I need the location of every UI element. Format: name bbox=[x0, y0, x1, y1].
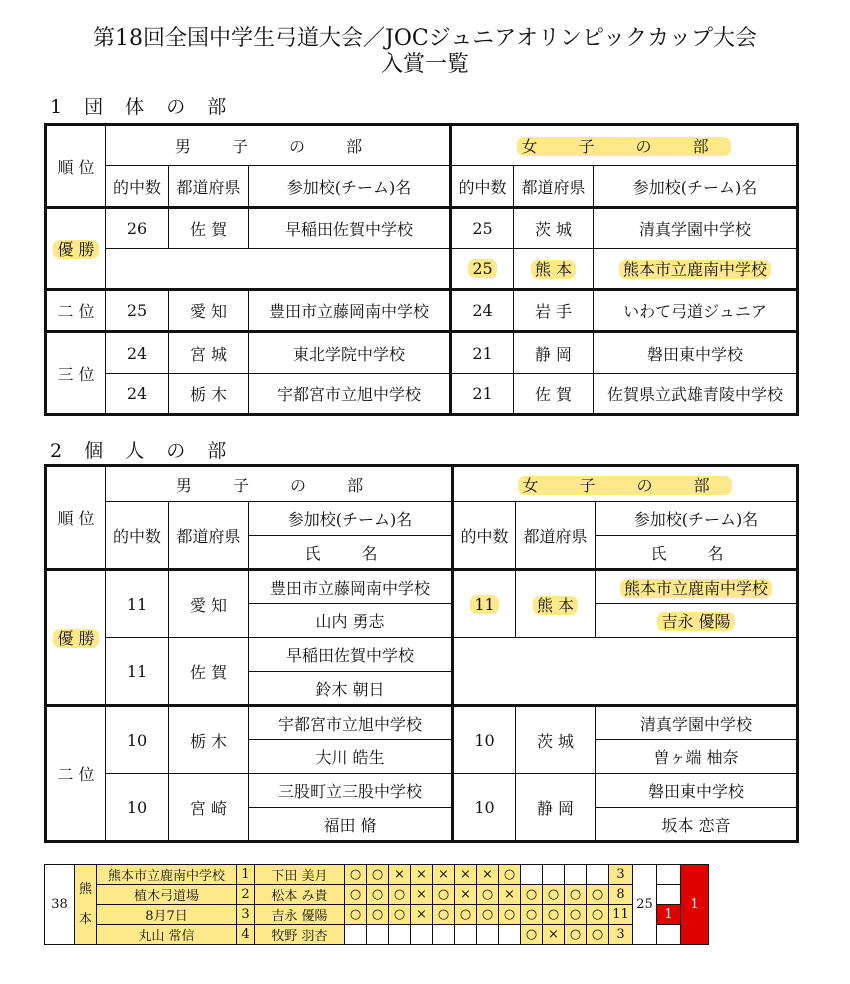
hits-cell: 21 bbox=[451, 374, 514, 415]
miss-mark: × bbox=[411, 865, 433, 885]
hit-mark: ○ bbox=[565, 885, 587, 905]
hit-mark: ○ bbox=[543, 885, 565, 905]
school-cell: 磐田東中学校 bbox=[594, 332, 798, 374]
school-cell: 早稲田佐賀中学校 bbox=[249, 638, 453, 672]
pref-cell: 岩 手 bbox=[514, 290, 594, 332]
team-info-cell: 8月7日 bbox=[97, 905, 237, 925]
hit-mark: ○ bbox=[455, 905, 477, 925]
empty-cell bbox=[106, 249, 451, 290]
hits-cell: 10 bbox=[453, 706, 516, 774]
hit-mark: ○ bbox=[389, 905, 411, 925]
position-cell: 2 bbox=[237, 885, 255, 905]
school-cell: 磐田東中学校 bbox=[596, 774, 798, 808]
col-school: 参加校(チーム)名 bbox=[596, 502, 798, 536]
school-cell: 佐賀県立武雄青陵中学校 bbox=[594, 374, 798, 415]
miss-mark: × bbox=[433, 865, 455, 885]
col-pref: 都道府県 bbox=[169, 166, 249, 208]
team-results-table bbox=[44, 123, 799, 416]
miss-mark: × bbox=[543, 925, 565, 945]
name-cell: 山内 勇志 bbox=[249, 604, 453, 638]
rank-header: 順 位 bbox=[46, 466, 106, 570]
player-name-cell: 下田 美月 bbox=[255, 865, 345, 885]
school-cell: 熊本市立鹿南中学校 bbox=[596, 570, 798, 604]
rank-mark-b: 1 bbox=[681, 865, 709, 945]
team-section-heading: 1 団 体 の 部 bbox=[50, 96, 235, 118]
hit-mark: ○ bbox=[433, 905, 455, 925]
empty-mark bbox=[389, 925, 411, 945]
hit-mark: ○ bbox=[477, 905, 499, 925]
hits-cell: 11 bbox=[106, 570, 169, 638]
hit-mark: ○ bbox=[587, 885, 609, 905]
girls-header: 女 子 の 部 bbox=[453, 466, 798, 502]
school-cell: 清真学園中学校 bbox=[596, 706, 798, 740]
empty-cell bbox=[453, 638, 798, 706]
pref-cell: 佐 賀 bbox=[169, 208, 249, 249]
team-info-cell: 熊本市立鹿南中学校 bbox=[97, 865, 237, 885]
name-cell: 福田 脩 bbox=[249, 808, 453, 842]
name-cell: 鈴木 朝日 bbox=[249, 672, 453, 706]
player-total-cell: 3 bbox=[609, 865, 633, 885]
position-cell: 1 bbox=[237, 865, 255, 885]
boys-header: 男 子 の 部 bbox=[106, 466, 453, 502]
name-cell: 曽ヶ端 柚奈 bbox=[596, 740, 798, 774]
player-name-cell: 牧野 羽杏 bbox=[255, 925, 345, 945]
hit-mark: ○ bbox=[499, 865, 521, 885]
school-cell: 清真学園中学校 bbox=[594, 208, 798, 249]
hit-mark: ○ bbox=[433, 885, 455, 905]
col-pref: 都道府県 bbox=[516, 502, 596, 570]
team-info-cell: 植木弓道場 bbox=[97, 885, 237, 905]
rank-header: 順 位 bbox=[46, 125, 106, 208]
pref-cell: 熊 本 bbox=[516, 570, 596, 638]
score-row bbox=[45, 865, 739, 885]
name-cell: 坂本 恋音 bbox=[596, 808, 798, 842]
hit-mark: ○ bbox=[367, 885, 389, 905]
player-total-cell: 11 bbox=[609, 905, 633, 925]
rank-cell: 二 位 bbox=[46, 706, 106, 842]
hit-mark: ○ bbox=[521, 905, 543, 925]
miss-mark: × bbox=[455, 885, 477, 905]
hits-cell: 10 bbox=[106, 774, 169, 842]
player-total-cell: 3 bbox=[609, 925, 633, 945]
miss-mark: × bbox=[411, 885, 433, 905]
col-name: 氏 名 bbox=[596, 536, 798, 570]
blank-cell bbox=[657, 865, 681, 885]
individual-section-heading: 2 個 人 の 部 bbox=[50, 440, 235, 462]
hit-mark: ○ bbox=[587, 925, 609, 945]
col-name: 氏 名 bbox=[249, 536, 453, 570]
hits-cell: 25 bbox=[106, 290, 169, 332]
hit-mark: ○ bbox=[345, 885, 367, 905]
entry-number: 38 bbox=[45, 865, 75, 945]
pref-cell: 愛 知 bbox=[169, 290, 249, 332]
hit-mark: ○ bbox=[389, 885, 411, 905]
player-name-cell: 松本 み貴 bbox=[255, 885, 345, 905]
pref-cell: 宮 崎 bbox=[169, 774, 249, 842]
empty-mark bbox=[411, 925, 433, 945]
girls-header: 女 子 の 部 bbox=[451, 125, 798, 166]
hit-mark: ○ bbox=[543, 905, 565, 925]
pref-cell: 静 岡 bbox=[514, 332, 594, 374]
col-school: 参加校(チーム)名 bbox=[249, 166, 451, 208]
col-hits: 的中数 bbox=[453, 502, 516, 570]
miss-mark: × bbox=[411, 905, 433, 925]
hits-cell: 25 bbox=[451, 208, 514, 249]
hits-cell: 11 bbox=[453, 570, 516, 638]
team-info-cell: 丸山 常信 bbox=[97, 925, 237, 945]
rank-cell: 三 位 bbox=[46, 332, 106, 415]
pref-cell: 茨 城 bbox=[514, 208, 594, 249]
rank-cell: 優 勝 bbox=[46, 208, 106, 290]
individual-results-table bbox=[44, 464, 799, 843]
hit-mark: ○ bbox=[345, 865, 367, 885]
school-cell: 豊田市立藤岡南中学校 bbox=[249, 290, 451, 332]
miss-mark: × bbox=[499, 885, 521, 905]
document-title: 第18回全国中学生弓道大会／JOCジュニアオリンピックカップ大会 bbox=[93, 26, 757, 51]
blank-cell bbox=[657, 925, 681, 945]
crop-edge-top bbox=[44, 860, 820, 864]
rank-cell: 優 勝 bbox=[46, 570, 106, 706]
player-name-cell: 吉永 優陽 bbox=[255, 905, 345, 925]
rank-mark-a: 1 bbox=[657, 905, 681, 925]
empty-mark bbox=[543, 865, 565, 885]
position-cell: 4 bbox=[237, 925, 255, 945]
empty-mark bbox=[521, 865, 543, 885]
hits-cell: 25 bbox=[451, 249, 514, 290]
hit-mark: ○ bbox=[367, 865, 389, 885]
empty-mark bbox=[367, 925, 389, 945]
empty-mark bbox=[345, 925, 367, 945]
col-pref: 都道府県 bbox=[514, 166, 594, 208]
pref-cell: 佐 賀 bbox=[514, 374, 594, 415]
miss-mark: × bbox=[477, 865, 499, 885]
hits-cell: 24 bbox=[106, 374, 169, 415]
position-cell: 3 bbox=[237, 905, 255, 925]
hits-cell: 21 bbox=[451, 332, 514, 374]
hit-mark: ○ bbox=[521, 885, 543, 905]
school-cell: 宇都宮市立旭中学校 bbox=[249, 706, 453, 740]
col-hits: 的中数 bbox=[451, 166, 514, 208]
school-cell: 東北学院中学校 bbox=[249, 332, 451, 374]
team-total-cell: 25 bbox=[633, 865, 657, 945]
pref-cell: 宮 城 bbox=[169, 332, 249, 374]
school-cell: 豊田市立藤岡南中学校 bbox=[249, 570, 453, 604]
hit-mark: ○ bbox=[521, 925, 543, 945]
col-school: 参加校(チーム)名 bbox=[249, 502, 453, 536]
blank-cell bbox=[657, 885, 681, 905]
miss-mark: × bbox=[455, 865, 477, 885]
pref-cell: 愛 知 bbox=[169, 570, 249, 638]
name-cell: 吉永 優陽 bbox=[596, 604, 798, 638]
rank-cell: 二 位 bbox=[46, 290, 106, 332]
empty-mark bbox=[499, 925, 521, 945]
pref-cell: 静 岡 bbox=[516, 774, 596, 842]
hit-mark: ○ bbox=[565, 925, 587, 945]
school-cell: いわて弓道ジュニア bbox=[594, 290, 798, 332]
col-hits: 的中数 bbox=[106, 502, 169, 570]
school-cell: 宇都宮市立旭中学校 bbox=[249, 374, 451, 415]
empty-mark bbox=[565, 865, 587, 885]
pref-cell: 佐 賀 bbox=[169, 638, 249, 706]
school-cell: 熊本市立鹿南中学校 bbox=[594, 249, 798, 290]
pref-cell: 茨 城 bbox=[516, 706, 596, 774]
document-subtitle: 入賞一覧 bbox=[380, 52, 469, 77]
hits-cell: 24 bbox=[451, 290, 514, 332]
col-pref: 都道府県 bbox=[169, 502, 249, 570]
school-cell: 早稲田佐賀中学校 bbox=[249, 208, 451, 249]
hit-mark: ○ bbox=[587, 905, 609, 925]
col-school: 参加校(チーム)名 bbox=[594, 166, 798, 208]
hit-mark: ○ bbox=[499, 905, 521, 925]
empty-mark bbox=[587, 865, 609, 885]
name-cell: 大川 皓生 bbox=[249, 740, 453, 774]
empty-mark bbox=[455, 925, 477, 945]
miss-mark: × bbox=[389, 865, 411, 885]
score-table bbox=[44, 864, 739, 945]
hit-mark: ○ bbox=[477, 885, 499, 905]
hits-cell: 10 bbox=[106, 706, 169, 774]
hits-cell: 24 bbox=[106, 332, 169, 374]
hit-mark: ○ bbox=[367, 905, 389, 925]
hit-mark: ○ bbox=[565, 905, 587, 925]
pref-cell: 栃 木 bbox=[169, 374, 249, 415]
pref-cell: 熊 本 bbox=[514, 249, 594, 290]
player-total-cell: 8 bbox=[609, 885, 633, 905]
col-hits: 的中数 bbox=[106, 166, 169, 208]
score-sheet-fragment bbox=[44, 864, 820, 954]
empty-mark bbox=[433, 925, 455, 945]
empty-mark bbox=[477, 925, 499, 945]
prefecture-cell: 熊本 bbox=[75, 865, 97, 945]
school-cell: 三股町立三股中学校 bbox=[249, 774, 453, 808]
hits-cell: 10 bbox=[453, 774, 516, 842]
hit-mark: ○ bbox=[345, 905, 367, 925]
hits-cell: 11 bbox=[106, 638, 169, 706]
boys-header: 男 子 の 部 bbox=[106, 125, 451, 166]
hits-cell: 26 bbox=[106, 208, 169, 249]
pref-cell: 栃 木 bbox=[169, 706, 249, 774]
